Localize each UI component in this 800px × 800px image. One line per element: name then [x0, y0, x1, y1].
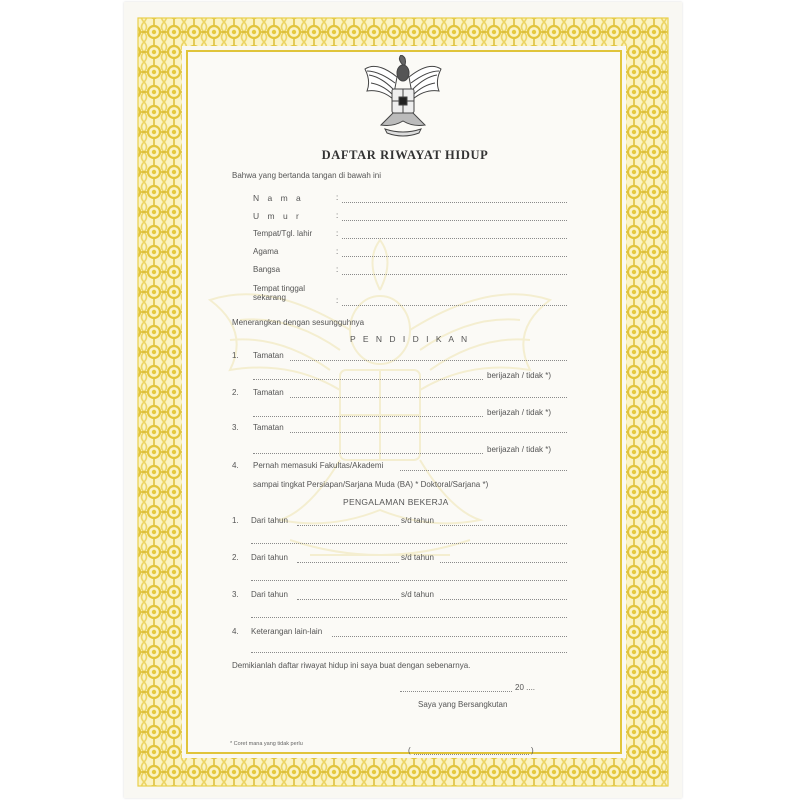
field-label-umur: U m u r [253, 211, 302, 221]
closing-text: Demikianlah daftar riwayat hidup ini saya buat dengan sebenarnya. [232, 661, 471, 670]
exp-line-1-from[interactable] [297, 525, 399, 526]
field-colon: : [336, 229, 339, 238]
field-label-bangsa: Bangsa [253, 265, 281, 274]
edu-label: Tamatan [253, 423, 284, 432]
field-colon: : [336, 296, 339, 305]
experience-heading: PENGALAMAN BEKERJA [343, 497, 449, 507]
exp-item4-label: Keterangan lain-lain [251, 627, 323, 636]
edu-suffix: berijazah / tidak *) [487, 445, 552, 454]
field-line-nama[interactable] [342, 202, 567, 203]
field-colon: : [336, 247, 339, 256]
exp-num: 1. [232, 516, 239, 525]
exp-line-2b[interactable] [251, 580, 567, 581]
declare-intro: Menerangkan dengan sesungguhnya [232, 318, 365, 327]
intro-text: Bahwa yang bertanda tangan di bawah ini [232, 171, 381, 180]
exp-to: s/d tahun [401, 590, 434, 599]
field-line-tempat-tinggal[interactable] [342, 305, 567, 306]
education-heading: P E N D I D I K A N [350, 334, 470, 344]
edu-line-4[interactable] [400, 470, 567, 471]
field-label-tempat-lahir: Tempat/Tgl. lahir [253, 229, 313, 238]
field-colon: : [336, 193, 339, 202]
edu-line-1[interactable] [290, 360, 567, 361]
field-label-agama: Agama [253, 247, 279, 256]
date-suffix: 20 .... [515, 683, 536, 692]
exp-to: s/d tahun [401, 516, 434, 525]
edu-line-1b[interactable] [253, 379, 483, 380]
edu-line-3[interactable] [290, 432, 567, 433]
signer-label: Saya yang Bersangkutan [418, 700, 508, 709]
exp-line-3-from[interactable] [297, 599, 399, 600]
edu-line-3b[interactable] [253, 453, 483, 454]
field-colon: : [336, 211, 339, 220]
edu-line-2b[interactable] [253, 416, 483, 417]
field-line-agama[interactable] [342, 256, 567, 257]
field-line-tempat-lahir[interactable] [342, 238, 567, 239]
edu-label: Tamatan [253, 351, 284, 360]
edu-suffix: berijazah / tidak *) [487, 408, 552, 417]
garuda-emblem-icon [363, 55, 443, 139]
field-label-tempat-tinggal: Tempat tinggal [253, 284, 306, 293]
exp-line-4b[interactable] [251, 652, 567, 653]
edu-num: 1. [232, 351, 239, 360]
exp-line-3-to[interactable] [440, 599, 567, 600]
date-line[interactable] [400, 691, 512, 692]
exp-num: 4. [232, 627, 239, 636]
edu-item4-line2: sampai tingkat Persiapan/Sarjana Muda (BA) * Doktoral/Sarjana *) [253, 480, 489, 489]
edu-line-2[interactable] [290, 397, 567, 398]
edu-item4-label: Pernah memasuki Fakultas/Akademi [253, 461, 384, 470]
exp-line-2-from[interactable] [297, 562, 399, 563]
exp-line-2-to[interactable] [440, 562, 567, 563]
edu-num: 4. [232, 461, 239, 470]
field-line-umur[interactable] [342, 220, 567, 221]
field-label-nama: N a m a [253, 193, 304, 203]
exp-line-3b[interactable] [251, 617, 567, 618]
field-colon: : [336, 265, 339, 274]
field-label-sekarang: sekarang [253, 293, 286, 302]
exp-from: Dari tahun [251, 590, 288, 599]
sign-open-paren: ( [408, 746, 411, 755]
document-title: DAFTAR RIWAYAT HIDUP [321, 148, 489, 162]
exp-from: Dari tahun [251, 516, 288, 525]
edu-num: 3. [232, 423, 239, 432]
field-line-bangsa[interactable] [342, 274, 567, 275]
edu-num: 2. [232, 388, 239, 397]
footnote: * Coret mana yang tidak perlu [230, 741, 303, 747]
exp-num: 3. [232, 590, 239, 599]
exp-line-4[interactable] [332, 636, 567, 637]
exp-num: 2. [232, 553, 239, 562]
sign-close-paren: ) [531, 746, 534, 755]
signature-line[interactable] [414, 754, 529, 755]
edu-suffix: berijazah / tidak *) [487, 371, 552, 380]
edu-label: Tamatan [253, 388, 284, 397]
exp-line-1-to[interactable] [440, 525, 567, 526]
exp-line-1b[interactable] [251, 543, 567, 544]
exp-to: s/d tahun [401, 553, 434, 562]
exp-from: Dari tahun [251, 553, 288, 562]
